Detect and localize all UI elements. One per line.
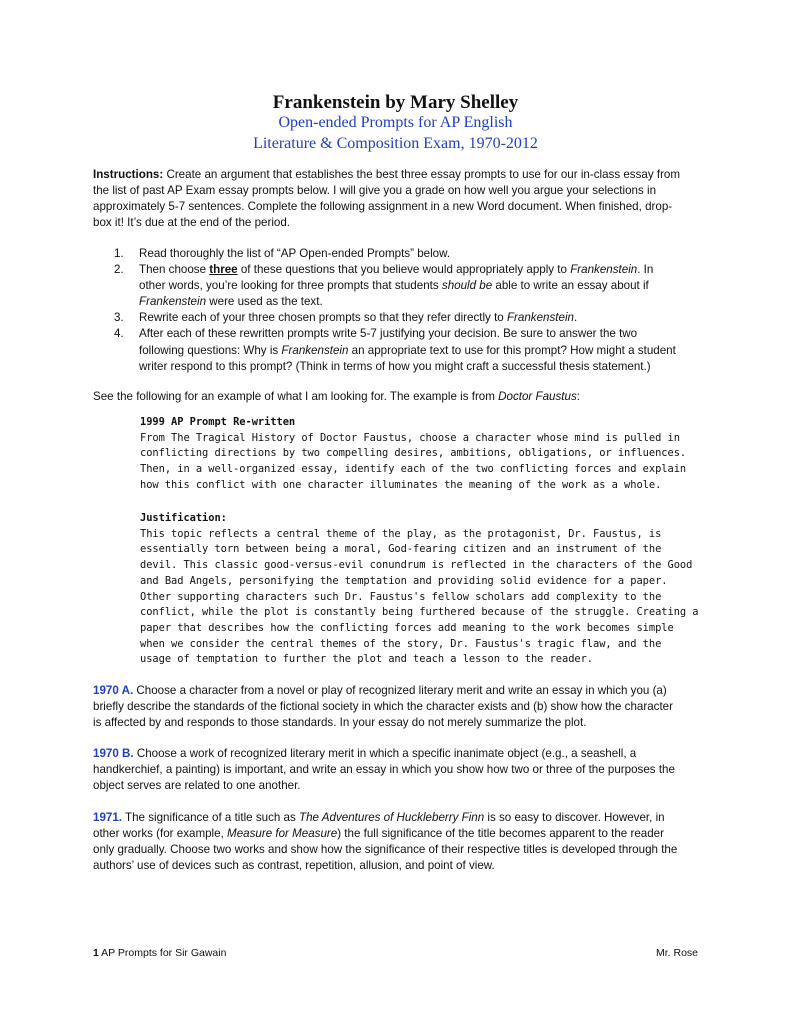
- document-title: Frankenstein by Mary Shelley: [272, 92, 519, 113]
- step-emphasis: three: [209, 263, 238, 277]
- prompt-text: other works (for example,: [93, 827, 228, 841]
- step-text: an appropriate text to use for this prompt? How might a student: [348, 343, 676, 357]
- example-prompt-block: [140, 415, 720, 494]
- prompt-text: handkerchief, a painting) is important, and write an essay in which you show how two or three of the purposes the: [93, 763, 675, 777]
- step-italic: Frankenstein: [281, 343, 349, 357]
- example-prompt-line: Then, in a well-organized essay, identify each of the two conflicting forces and explain: [140, 463, 687, 476]
- example-intro-title: Doctor Faustus: [498, 390, 577, 403]
- prompt-italic: Measure for Measure: [227, 827, 338, 841]
- step-item-1: [93, 246, 703, 262]
- step-number: 2.: [114, 263, 124, 277]
- prompt-text: authors’ use of devices such as contrast, repetition, allusion, and point of view.: [93, 859, 495, 873]
- document-subtitle-1: Open-ended Prompts for AP English: [278, 114, 513, 131]
- prompt-text: The significance of a title such as: [122, 811, 300, 824]
- example-heading: 1999 AP Prompt Re-written: [140, 416, 296, 428]
- step-item-3: [93, 310, 703, 326]
- step-text: Rewrite each of your three chosen prompts so that they refer directly to: [139, 311, 507, 325]
- step-text: following questions: Why is: [139, 343, 282, 357]
- footer-left-text: AP Prompts for Sir Gawain: [98, 947, 227, 959]
- instructions-line-1: Create an argument that establishes the best three essay prompts to use for our in-class essay from: [163, 168, 681, 181]
- justification-line: and Bad Angels, personifying the temptation and providing solid evidence for a paper.: [140, 574, 668, 587]
- step-text: other words, you’re looking for three prompts that students: [139, 279, 442, 293]
- prompt-text: is so easy to discover. However, in: [484, 811, 665, 824]
- prompt-text: briefly describe the standards of the fictional society in which the character exists and (b) show how the character: [93, 700, 673, 714]
- justification-heading: Justification:: [140, 512, 227, 524]
- example-prompt-line: conflicting directions by two compelling desires, ambitions, obligations, or influences.: [140, 447, 687, 460]
- step-text: .: [574, 311, 578, 325]
- instructions-line-3: approximately 5-7 sentences. Complete the following assignment in a new Word document. When finished, drop-: [93, 200, 673, 214]
- step-item-4: [93, 326, 703, 374]
- step-text: were used as the text.: [206, 295, 323, 309]
- instructions-line-4: box it! It’s due at the end of the period.: [93, 216, 291, 230]
- step-italic: Frankenstein: [570, 263, 638, 277]
- step-text: . In: [637, 263, 654, 277]
- step-number: 4.: [114, 327, 124, 341]
- prompt-text: only gradually. Choose two works and show how the significance of their respective titles is developed through the: [93, 843, 678, 857]
- instructions-paragraph: [93, 167, 703, 231]
- prompt-text: is affected by and responds to those standards. In your essay do not merely summarize the plot.: [93, 716, 587, 730]
- step-text: After each of these rewritten prompts write 5-7 justifying your decision. Be sure to answer the two: [139, 327, 638, 341]
- instructions-label: Instructions:: [93, 168, 164, 181]
- footer-author: Mr. Rose: [655, 947, 698, 959]
- step-italic: Frankenstein: [506, 311, 574, 325]
- example-prompt-line: how this conflict with one character illuminates the meaning of the work as a whole.: [140, 478, 662, 491]
- prompt-text: Choose a character from a novel or play of recognized literary merit and write an essay in which you (a): [133, 684, 667, 697]
- step-italic: Frankenstein: [139, 295, 207, 309]
- steps-list: [93, 246, 703, 375]
- prompt-label: 1970 B.: [93, 747, 134, 760]
- prompt-label: 1971.: [93, 811, 123, 824]
- justification-line: essentially torn between being a moral, God-fearing citizen and an instrument of the: [140, 543, 662, 556]
- justification-line: devil. This classic good-versus-evil conundrum is reflected in the characters of the Good: [140, 559, 693, 572]
- prompt-text: object serves are related to one another.: [93, 779, 301, 793]
- justification-line: This topic reflects a central theme of the play, as the protagonist, Dr. Faustus, is: [140, 527, 662, 540]
- step-number: 3.: [114, 311, 124, 325]
- page-footer: [93, 947, 698, 959]
- step-item-2: [93, 262, 703, 310]
- prompt-italic: The Adventures of Huckleberry Finn: [299, 811, 485, 824]
- step-number: 1.: [114, 247, 124, 260]
- example-justification-block: [140, 511, 720, 668]
- prompt-1970a: [93, 683, 703, 731]
- page-number: 1: [93, 947, 99, 959]
- prompt-1971: [93, 810, 703, 874]
- prompt-label: 1970 A.: [93, 684, 134, 697]
- prompt-text: Choose a work of recognized literary merit in which a specific inanimate object (e.g., a seashell, a: [133, 747, 637, 760]
- justification-line: conflict, while the plot is constantly being furthered because of the struggle. Creating a: [140, 606, 699, 619]
- step-text: of these questions that you believe would appropriately apply to: [237, 263, 571, 277]
- example-intro-text: See the following for an example of what I am looking for. The example is from: [93, 390, 499, 403]
- justification-line: usage of temptation to further the plot and teach a lesson to the reader.: [140, 653, 594, 666]
- example-prompt-line: From The Tragical History of Doctor Faustus, choose a character whose mind is pulled in: [140, 431, 680, 444]
- step-text: Read thoroughly the list of “AP Open-ended Prompts” below.: [139, 247, 451, 260]
- example-intro: [93, 389, 703, 405]
- prompt-text: ) the full significance of the title becomes apparent to the reader: [337, 827, 664, 841]
- step-text: writer respond to this prompt? (Think in terms of how you might craft a successful thesis statement.): [139, 359, 651, 373]
- instructions-line-2: the list of past AP Exam essay prompts below. I will give you a grade on how well you argue your selections in: [93, 184, 657, 198]
- justification-line: when we consider the central themes of the story, Dr. Faustus's tragic flaw, and the: [140, 637, 662, 650]
- justification-line: paper that describes how the conflicting forces add meaning to the work becomes simple: [140, 621, 674, 634]
- step-text: able to write an essay about if: [492, 279, 649, 293]
- document-subtitle-2: Literature & Composition Exam, 1970-2012: [253, 135, 538, 152]
- step-italic: should be: [441, 279, 493, 293]
- example-intro-text: :: [576, 390, 580, 403]
- prompt-1970b: [93, 746, 703, 794]
- justification-line: Other supporting characters such Dr. Faustus's fellow scholars add complexity to the: [140, 590, 662, 603]
- step-text: Then choose: [139, 263, 210, 277]
